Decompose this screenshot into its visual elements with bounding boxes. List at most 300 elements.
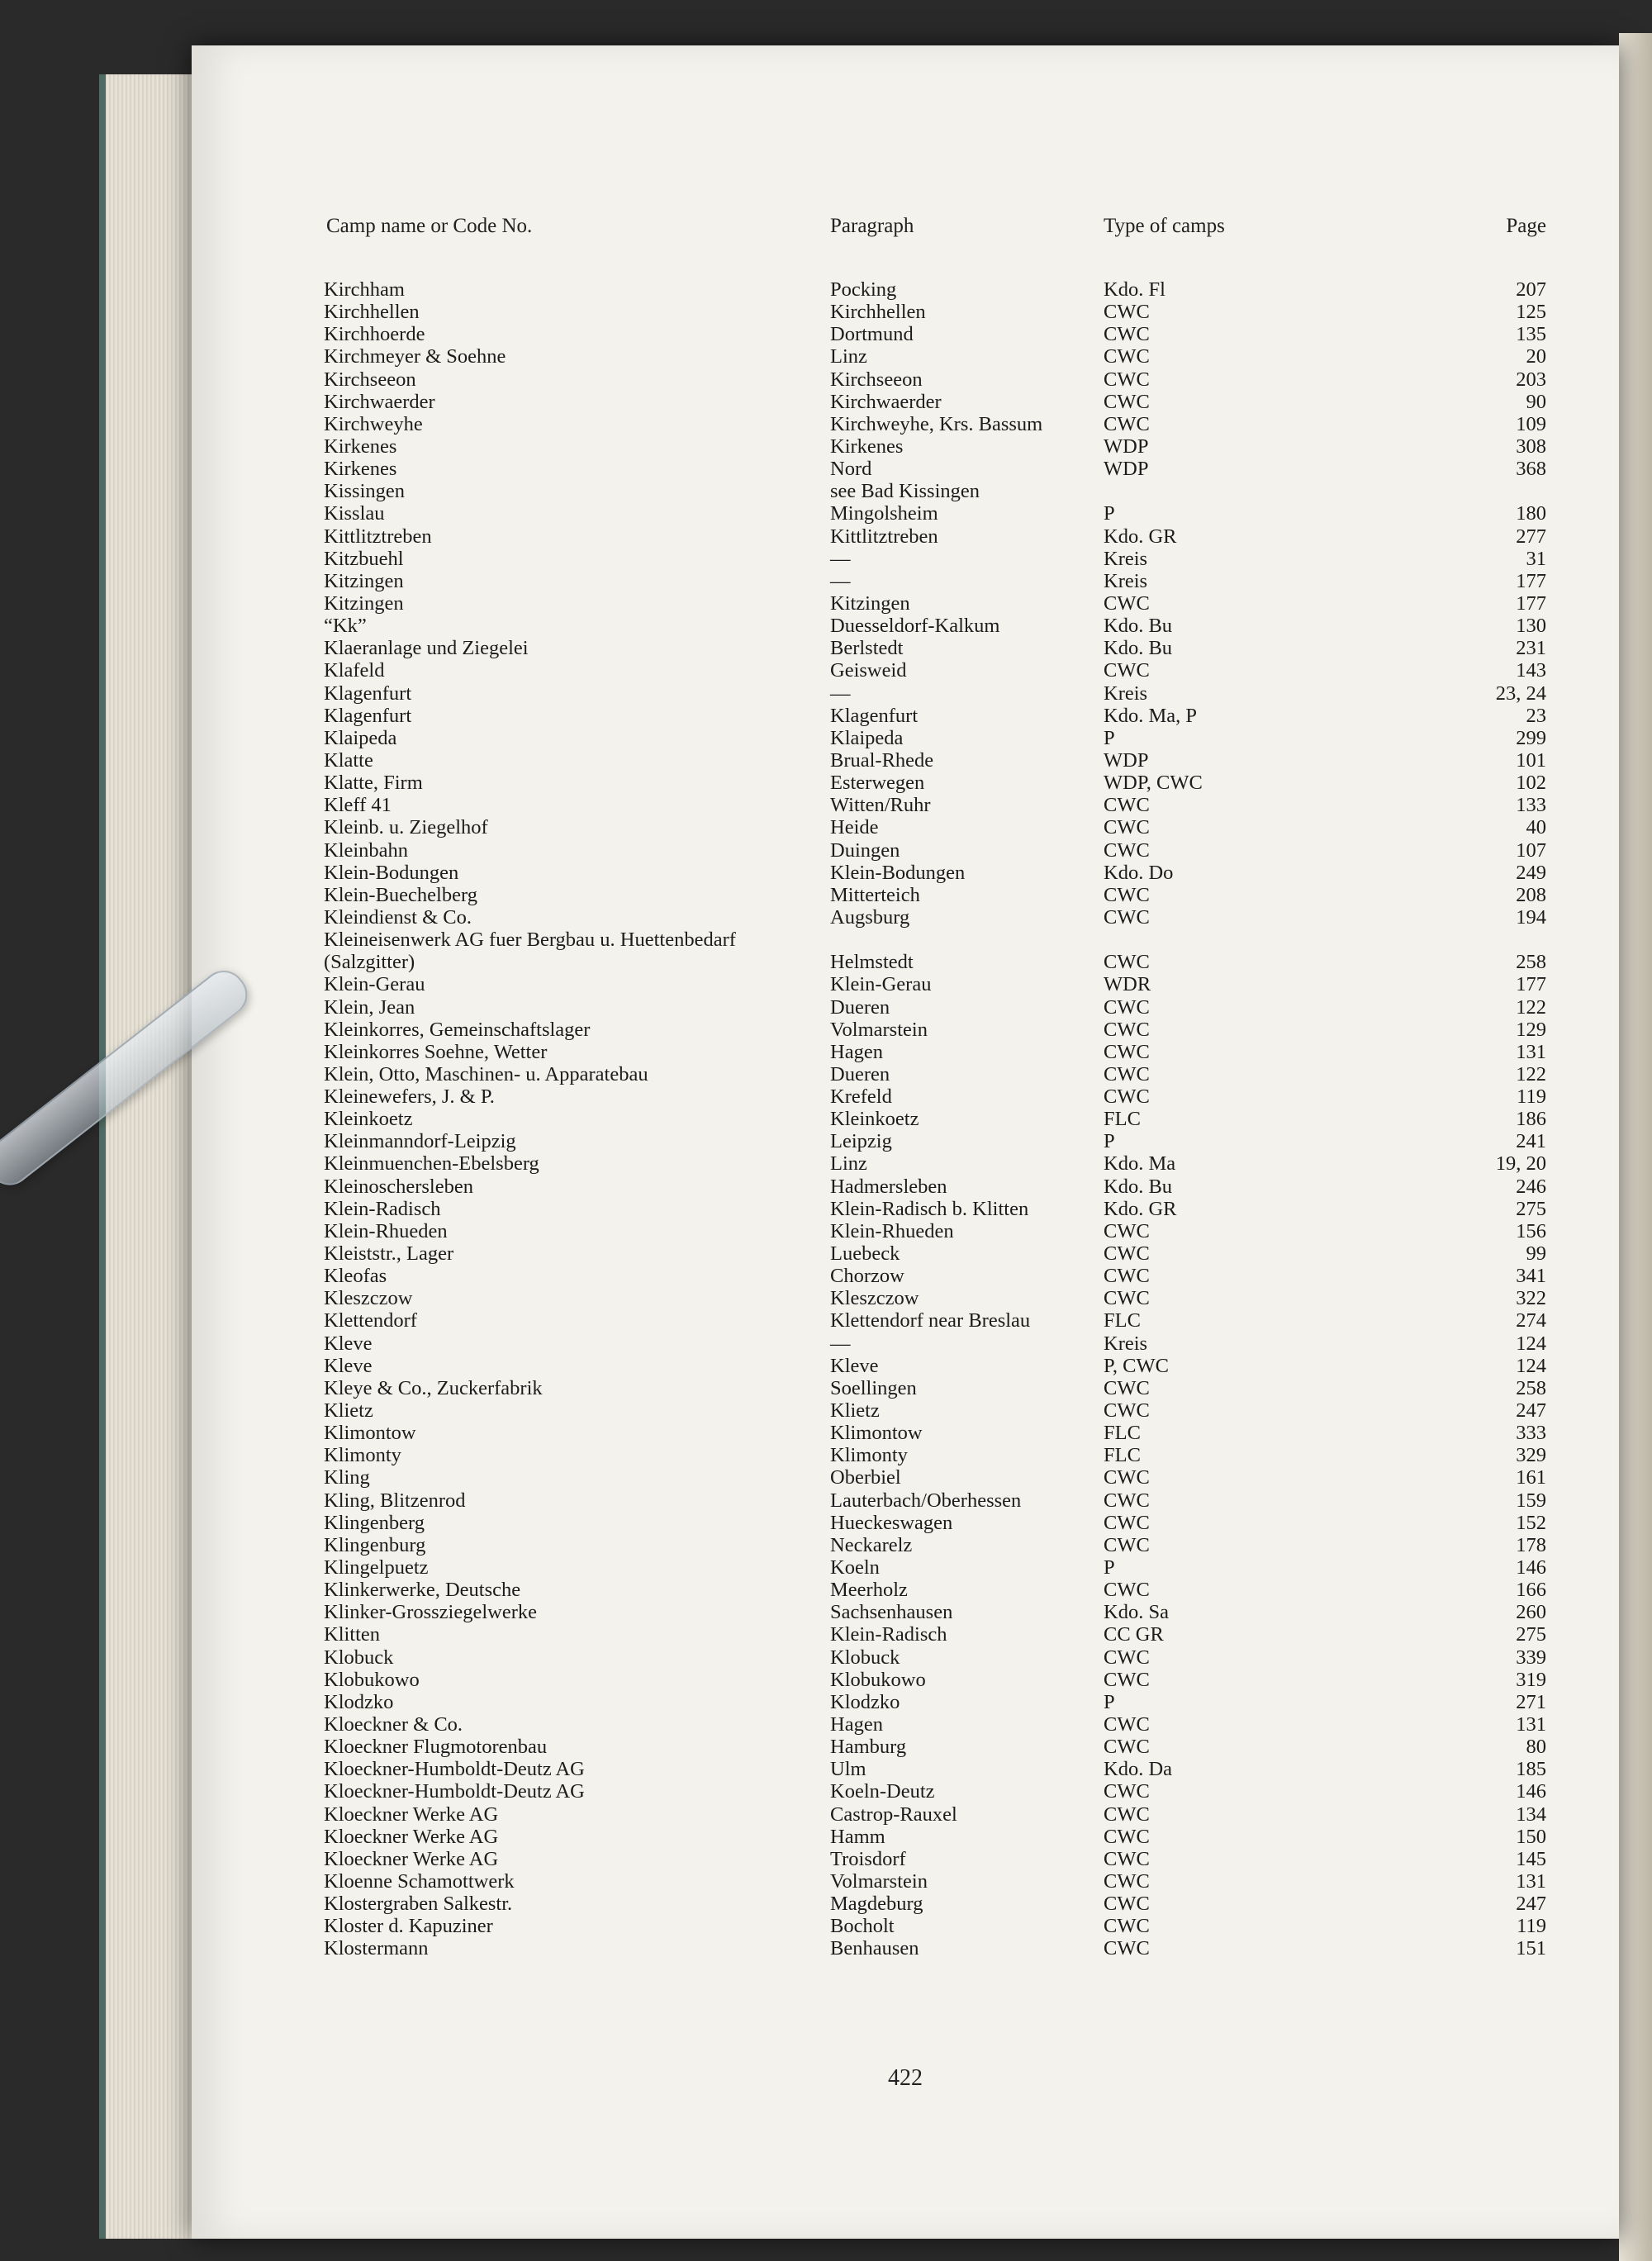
page-ref: 134	[1516, 1803, 1546, 1826]
camp-name: (Salzgitter)	[324, 951, 415, 974]
camp-type: CWC	[1104, 1579, 1150, 1602]
table-row	[192, 615, 1619, 637]
page-ref: 203	[1516, 368, 1546, 391]
page-ref: 20	[1526, 345, 1546, 368]
table-row	[192, 1422, 1619, 1444]
page-ref: 247	[1516, 1893, 1546, 1916]
camp-type: CWC	[1104, 883, 1150, 906]
table-row	[192, 1399, 1619, 1422]
camp-name: Kloeckner-Humboldt-Deutz AG	[324, 1780, 585, 1803]
table-row	[192, 929, 1619, 951]
page-ref: 177	[1516, 569, 1546, 592]
page-number: 422	[888, 2065, 923, 2091]
camp-type: FLC	[1104, 1422, 1141, 1445]
camp-type: Kdo. Ma, P	[1104, 704, 1197, 727]
paragraph: —	[830, 682, 851, 705]
page-ref: 152	[1516, 1511, 1546, 1534]
table-row	[192, 1489, 1619, 1512]
camp-type: CWC	[1104, 1511, 1150, 1534]
paragraph: Klein-Gerau	[830, 973, 932, 996]
page-ref: 258	[1516, 951, 1546, 974]
camp-type: Kreis	[1104, 1332, 1148, 1355]
camp-type: CWC	[1104, 951, 1150, 974]
camp-type: CWC	[1104, 1018, 1150, 1041]
camp-type: CWC	[1104, 1062, 1150, 1085]
table-row	[192, 1915, 1619, 1937]
paragraph: Koeln-Deutz	[830, 1780, 935, 1803]
table-row	[192, 1041, 1619, 1063]
camp-type: Kreis	[1104, 547, 1148, 570]
camp-type: P, CWC	[1104, 1354, 1169, 1377]
page-ref: 277	[1516, 525, 1546, 548]
table-row	[192, 1332, 1619, 1355]
camp-type: CWC	[1104, 905, 1150, 929]
page-ref: 102	[1516, 772, 1546, 795]
camp-name: Kissingen	[324, 480, 405, 503]
page-ref: 177	[1516, 591, 1546, 615]
paragraph: Kitzingen	[830, 591, 910, 615]
page-ref: 119	[1517, 1085, 1546, 1109]
table-row	[192, 1691, 1619, 1713]
camp-name: Kitzingen	[324, 591, 404, 615]
page-ref: 194	[1516, 905, 1546, 929]
book-page	[192, 45, 1619, 2239]
table-row	[192, 301, 1619, 323]
camp-type: CWC	[1104, 1937, 1150, 1960]
camp-type: CWC	[1104, 1040, 1150, 1063]
camp-name: Kloeckner Werke AG	[324, 1847, 499, 1870]
paragraph: —	[830, 569, 851, 592]
paragraph: Volmarstein	[830, 1018, 928, 1041]
page-ref: 23, 24	[1495, 682, 1546, 705]
paragraph: Hamm	[830, 1825, 885, 1848]
paragraph: Esterwegen	[830, 772, 925, 795]
camp-type: CWC	[1104, 1646, 1150, 1669]
paragraph: Witten/Ruhr	[830, 794, 931, 817]
camp-name: Klaipeda	[324, 726, 397, 749]
page-ref: 185	[1516, 1758, 1546, 1781]
page-ref: 124	[1516, 1354, 1546, 1377]
table-row	[192, 1556, 1619, 1579]
paragraph: Kirchhellen	[830, 301, 926, 324]
camp-name: Kleve	[324, 1332, 373, 1355]
paragraph: Hadmersleben	[830, 1175, 947, 1198]
page-ref: 322	[1516, 1287, 1546, 1310]
table-row	[192, 951, 1619, 973]
camp-name: Kloeckner Werke AG	[324, 1825, 499, 1848]
paragraph: Klobuck	[830, 1646, 900, 1669]
camp-type: WDP	[1104, 458, 1149, 481]
paragraph: Castrop-Rauxel	[830, 1803, 957, 1826]
table-row	[192, 1355, 1619, 1377]
table-row	[192, 1108, 1619, 1130]
paragraph: Kleszczow	[830, 1287, 919, 1310]
page-ref: 130	[1516, 615, 1546, 638]
camp-name: Klein-Bodungen	[324, 861, 459, 884]
camp-type: WDP	[1104, 435, 1149, 458]
page-ref: 131	[1516, 1040, 1546, 1063]
camp-name: Klimontow	[324, 1422, 416, 1445]
paragraph: Hagen	[830, 1713, 883, 1736]
table-row	[192, 1063, 1619, 1085]
table-row	[192, 996, 1619, 1019]
table-row	[192, 1937, 1619, 1959]
table-row	[192, 884, 1619, 906]
paragraph: Klein-Rhueden	[830, 1219, 954, 1242]
paragraph: Hamburg	[830, 1736, 907, 1759]
page-ref: 341	[1516, 1265, 1546, 1288]
page-ref: 80	[1526, 1736, 1546, 1759]
paragraph: Volmarstein	[830, 1869, 928, 1893]
page-ref: 180	[1516, 502, 1546, 525]
paragraph: Kirchseeon	[830, 368, 923, 391]
camp-type: Kdo. Fl	[1104, 278, 1165, 301]
paragraph: Neckarelz	[830, 1533, 913, 1556]
paragraph: Benhausen	[830, 1937, 919, 1960]
camp-name: Kleszczow	[324, 1287, 413, 1310]
paragraph: Mingolsheim	[830, 502, 938, 525]
page-ref: 146	[1516, 1780, 1546, 1803]
camp-type: P	[1104, 1130, 1115, 1153]
paragraph: Augsburg	[830, 905, 910, 929]
page-ref: 231	[1516, 637, 1546, 660]
table-row	[192, 1220, 1619, 1242]
camp-name: Kleye & Co., Zuckerfabrik	[324, 1376, 543, 1399]
camp-name: Klinker-Grossziegelwerke	[324, 1601, 538, 1624]
page-ref: 131	[1516, 1869, 1546, 1893]
camp-name: Kleinkorres, Gemeinschaftslager	[324, 1018, 591, 1041]
table-row	[192, 1176, 1619, 1198]
page-ref: 208	[1516, 883, 1546, 906]
camp-name: Klietz	[324, 1399, 373, 1423]
camp-type: CWC	[1104, 323, 1150, 346]
camp-name: Klein, Otto, Maschinen- u. Apparatebau	[324, 1062, 648, 1085]
page-ref: 186	[1516, 1108, 1546, 1131]
paragraph: Klettendorf near Breslau	[830, 1309, 1031, 1332]
table-row	[192, 391, 1619, 413]
paragraph: —	[830, 1332, 851, 1355]
camp-type: Kdo. Sa	[1104, 1601, 1169, 1624]
table-row	[192, 548, 1619, 570]
camp-type: CWC	[1104, 794, 1150, 817]
camp-name: Klein, Jean	[324, 995, 415, 1019]
camp-name: Klein-Gerau	[324, 973, 425, 996]
camp-name: Klingelpuetz	[324, 1556, 429, 1579]
camp-table	[192, 278, 1619, 1960]
paragraph: Klimontow	[830, 1422, 923, 1445]
paragraph: Klodzko	[830, 1690, 900, 1713]
camp-name: Klagenfurt	[324, 682, 412, 705]
camp-name: Klein-Radisch	[324, 1197, 441, 1220]
paragraph: Pocking	[830, 278, 897, 301]
camp-type: Kdo. Da	[1104, 1758, 1173, 1781]
page-ref: 329	[1516, 1444, 1546, 1467]
camp-type: CWC	[1104, 368, 1150, 391]
table-row	[192, 1803, 1619, 1826]
camp-type: CWC	[1104, 1736, 1150, 1759]
paragraph: Dueren	[830, 995, 890, 1019]
table-row	[192, 1287, 1619, 1309]
camp-type: CWC	[1104, 301, 1150, 324]
table-row	[192, 906, 1619, 929]
paragraph: Nord	[830, 458, 872, 481]
camp-type: FLC	[1104, 1309, 1141, 1332]
table-row	[192, 368, 1619, 391]
camp-name: Kleinb. u. Ziegelhof	[324, 816, 488, 839]
paragraph: Magdeburg	[830, 1893, 923, 1916]
page-ref: 258	[1516, 1376, 1546, 1399]
camp-name: Kling	[324, 1466, 370, 1489]
camp-name: Kitzbuehl	[324, 547, 404, 570]
table-row	[192, 1669, 1619, 1691]
camp-name: Kirkenes	[324, 458, 397, 481]
page-ref: 275	[1516, 1197, 1546, 1220]
camp-type: CWC	[1104, 816, 1150, 839]
paragraph: Helmstedt	[830, 951, 914, 974]
camp-name: Kloster d. Kapuziner	[324, 1915, 493, 1938]
camp-type: WDR	[1104, 973, 1151, 996]
camp-name: Kirchhoerde	[324, 323, 425, 346]
paragraph: Klietz	[830, 1399, 880, 1423]
page-ref: 135	[1516, 323, 1546, 346]
camp-name: Kisslau	[324, 502, 385, 525]
page-ref: 150	[1516, 1825, 1546, 1848]
camp-name: Klingenberg	[324, 1511, 425, 1534]
camp-name: Kloeckner Flugmotorenbau	[324, 1736, 548, 1759]
paragraph: Klein-Radisch	[830, 1623, 947, 1646]
camp-type: CC GR	[1104, 1623, 1164, 1646]
camp-type: Kdo. GR	[1104, 525, 1177, 548]
camp-type: CWC	[1104, 1780, 1150, 1803]
table-row	[192, 345, 1619, 368]
camp-type: CWC	[1104, 1085, 1150, 1109]
page-ref: 299	[1516, 726, 1546, 749]
camp-type: CWC	[1104, 1803, 1150, 1826]
table-row	[192, 1893, 1619, 1915]
camp-type: Kdo. Do	[1104, 861, 1174, 884]
camp-type: CWC	[1104, 1713, 1150, 1736]
paragraph: Chorzow	[830, 1265, 904, 1288]
table-row	[192, 525, 1619, 548]
paragraph: Brual-Rhede	[830, 748, 934, 772]
paragraph: Berlstedt	[830, 637, 904, 660]
camp-type: CWC	[1104, 1399, 1150, 1423]
table-row	[192, 323, 1619, 345]
page-ref: 143	[1516, 659, 1546, 682]
paragraph: Oberbiel	[830, 1466, 901, 1489]
page-ref: 40	[1526, 816, 1546, 839]
table-row	[192, 794, 1619, 816]
table-row	[192, 592, 1619, 615]
table-row	[192, 1713, 1619, 1736]
camp-name: Klettendorf	[324, 1309, 417, 1332]
page-ref: 241	[1516, 1130, 1546, 1153]
page-ref: 19, 20	[1495, 1152, 1546, 1176]
camp-name: Kloeckner-Humboldt-Deutz AG	[324, 1758, 585, 1781]
table-row	[192, 637, 1619, 659]
table-row	[192, 1646, 1619, 1669]
table-row	[192, 413, 1619, 435]
camp-name: Kirchmeyer & Soehne	[324, 345, 506, 368]
table-row	[192, 570, 1619, 592]
camp-name: Klatte	[324, 748, 373, 772]
paragraph: Sachsenhausen	[830, 1601, 953, 1624]
page-ref: 124	[1516, 1332, 1546, 1355]
camp-name: Kleinmuenchen-Ebelsberg	[324, 1152, 539, 1176]
camp-type: FLC	[1104, 1444, 1141, 1467]
camp-type: Kdo. GR	[1104, 1197, 1177, 1220]
camp-name: Klobukowo	[324, 1668, 420, 1691]
camp-type: CWC	[1104, 1219, 1150, 1242]
table-row	[192, 682, 1619, 705]
camp-name: Kirkenes	[324, 435, 397, 458]
camp-type: P	[1104, 502, 1115, 525]
camp-name: Kleindienst & Co.	[324, 905, 472, 929]
paragraph: see Bad Kissingen	[830, 480, 980, 503]
page-ref: 131	[1516, 1713, 1546, 1736]
camp-name: Klafeld	[324, 659, 385, 682]
camp-name: Klinkerwerke, Deutsche	[324, 1579, 521, 1602]
page-ref: 122	[1516, 995, 1546, 1019]
page-ref: 133	[1516, 794, 1546, 817]
table-row	[192, 1019, 1619, 1041]
paragraph: Klimonty	[830, 1444, 908, 1467]
page-ref: 161	[1516, 1466, 1546, 1489]
camp-name: Klobuck	[324, 1646, 394, 1669]
paragraph: Dortmund	[830, 323, 914, 346]
camp-name: Kleinbahn	[324, 838, 409, 862]
page-ref: 101	[1516, 748, 1546, 772]
paragraph: Kirkenes	[830, 435, 904, 458]
table-row	[192, 1534, 1619, 1556]
camp-type: Kreis	[1104, 569, 1148, 592]
camp-type: CWC	[1104, 1847, 1150, 1870]
camp-name: Kleinoschersleben	[324, 1175, 473, 1198]
paragraph: Dueren	[830, 1062, 890, 1085]
camp-type: CWC	[1104, 1825, 1150, 1848]
camp-type: Kdo. Bu	[1104, 615, 1173, 638]
camp-name: Kloenne Schamottwerk	[324, 1869, 515, 1893]
page-ref: 129	[1516, 1018, 1546, 1041]
page-ref: 166	[1516, 1579, 1546, 1602]
camp-type: CWC	[1104, 995, 1150, 1019]
paragraph: Troisdorf	[830, 1847, 906, 1870]
paragraph: Ulm	[830, 1758, 866, 1781]
camp-type: CWC	[1104, 1893, 1150, 1916]
table-row	[192, 1444, 1619, 1466]
page-ref: 247	[1516, 1399, 1546, 1423]
page-ref: 109	[1516, 412, 1546, 435]
paragraph: Meerholz	[830, 1579, 908, 1602]
table-row	[192, 705, 1619, 727]
page-ref: 246	[1516, 1175, 1546, 1198]
table-row	[192, 1601, 1619, 1623]
camp-type: CWC	[1104, 390, 1150, 413]
camp-type: CWC	[1104, 659, 1150, 682]
table-row	[192, 1309, 1619, 1332]
camp-name: Kloeckner & Co.	[324, 1713, 463, 1736]
paragraph: Duingen	[830, 838, 900, 862]
page-ref: 159	[1516, 1489, 1546, 1512]
header-page: Page	[1506, 215, 1546, 237]
table-row	[192, 1826, 1619, 1848]
page-ref: 156	[1516, 1219, 1546, 1242]
page-ref: 90	[1526, 390, 1546, 413]
camp-name: Kloeckner Werke AG	[324, 1803, 499, 1826]
page-ref: 107	[1516, 838, 1546, 862]
camp-name: Kleineisenwerk AG fuer Bergbau u. Huettenbedarf	[324, 929, 736, 952]
paragraph: Linz	[830, 1152, 867, 1176]
table-row	[192, 862, 1619, 884]
camp-type: CWC	[1104, 1242, 1150, 1266]
camp-name: Kleiststr., Lager	[324, 1242, 454, 1266]
paragraph: Lauterbach/Oberhessen	[830, 1489, 1022, 1512]
table-row	[192, 772, 1619, 794]
page-ref: 23	[1526, 704, 1546, 727]
camp-type: P	[1104, 1690, 1115, 1713]
page-ref: 308	[1516, 435, 1546, 458]
table-row	[192, 278, 1619, 301]
camp-type: CWC	[1104, 1489, 1150, 1512]
camp-name: Klatte, Firm	[324, 772, 423, 795]
camp-type: CWC	[1104, 1466, 1150, 1489]
page-ref: 145	[1516, 1847, 1546, 1870]
camp-name: “Kk”	[324, 615, 367, 638]
page-ref: 31	[1526, 547, 1546, 570]
table-row	[192, 839, 1619, 862]
camp-name: Klingenburg	[324, 1533, 426, 1556]
camp-name: Klodzko	[324, 1690, 394, 1713]
table-row	[192, 1512, 1619, 1534]
camp-type: P	[1104, 726, 1115, 749]
camp-name: Klostergraben Salkestr.	[324, 1893, 513, 1916]
camp-type: CWC	[1104, 838, 1150, 862]
camp-type: CWC	[1104, 1869, 1150, 1893]
paragraph: Kittlitztreben	[830, 525, 938, 548]
paragraph: —	[830, 547, 851, 570]
camp-name: Kleinewefers, J. & P.	[324, 1085, 495, 1109]
camp-type: P	[1104, 1556, 1115, 1579]
camp-type: CWC	[1104, 1376, 1150, 1399]
table-row	[192, 502, 1619, 525]
camp-name: Kittlitztreben	[324, 525, 432, 548]
camp-name: Kling, Blitzenrod	[324, 1489, 466, 1512]
table-row	[192, 1870, 1619, 1893]
camp-name: Kirchweyhe	[324, 412, 423, 435]
paragraph: Kirchweyhe, Krs. Bassum	[830, 412, 1043, 435]
paragraph: Hueckeswagen	[830, 1511, 953, 1534]
table-row	[192, 1265, 1619, 1287]
table-row	[192, 1579, 1619, 1601]
camp-name: Klein-Buechelberg	[324, 883, 477, 906]
page-ref: 178	[1516, 1533, 1546, 1556]
paragraph: Krefeld	[830, 1085, 892, 1109]
camp-name: Kirchham	[324, 278, 405, 301]
table-row	[192, 1377, 1619, 1399]
page-ref: 339	[1516, 1646, 1546, 1669]
page-ref: 274	[1516, 1309, 1546, 1332]
camp-name: Klagenfurt	[324, 704, 412, 727]
page-ref: 151	[1516, 1937, 1546, 1960]
table-row	[192, 1198, 1619, 1220]
camp-name: Kleofas	[324, 1265, 387, 1288]
table-row	[192, 480, 1619, 502]
table-row	[192, 1623, 1619, 1646]
paragraph: Duesseldorf-Kalkum	[830, 615, 1000, 638]
table-row	[192, 1152, 1619, 1175]
paragraph: Bocholt	[830, 1915, 895, 1938]
camp-name: Kleinmanndorf-Leipzig	[324, 1130, 516, 1153]
